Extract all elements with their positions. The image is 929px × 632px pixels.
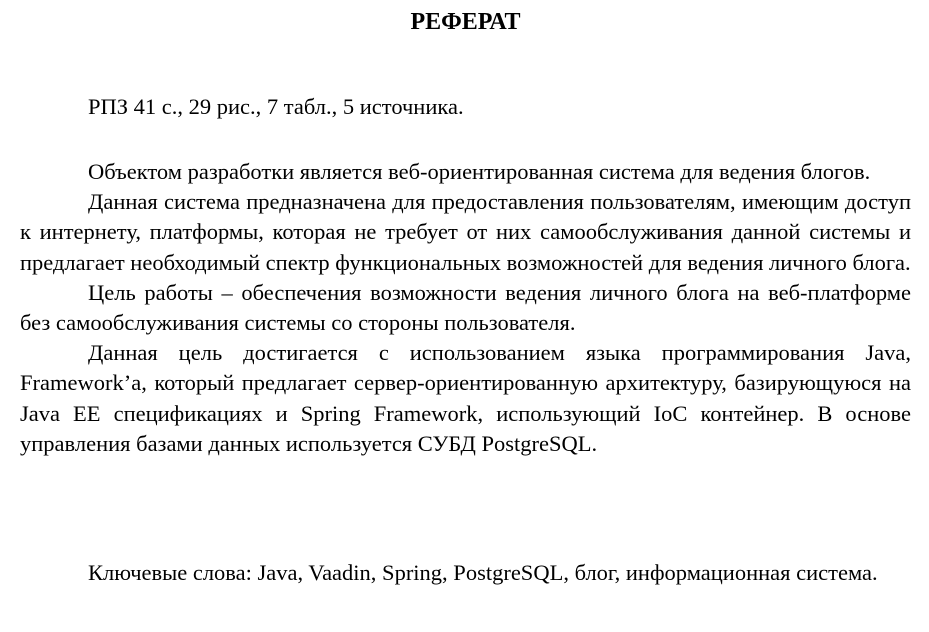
abstract-body: [20, 157, 911, 459]
report-summary-line: РПЗ 41 с., 29 рис., 7 табл., 5 источника.: [88, 94, 464, 119]
page-title: РЕФЕРАТ: [410, 9, 521, 35]
paragraph-purpose: Данная система предназначена для предоставления пользователям, имеющим доступ к интернету, платформы, которая не требует от них самообслуживания данной системы и предлагает необходимый спектр функциональных возможностей для ведения личного блога.: [20, 189, 911, 275]
paragraph-object: Объектом разработки является веб-ориентированная система для ведения блогов.: [88, 159, 871, 184]
keywords-paragraph: Ключевые слова: Java, Vaadin, Spring, PostgreSQL, блог, информационная система.: [88, 560, 878, 585]
paragraph-technology: Данная цель достигается с использованием языка программирования Java, Framework’а, который предлагает сервер-ориентированную архитектуру, базирующуюся на Java EE спецификациях и Spring Framework, использующий IoC контейнер. В основе управления базами данных используется СУБД PostgreSQL.: [20, 340, 911, 456]
paragraph-goal: Цель работы – обеспечения возможности ведения личного блога на веб-платформе без самообслуживания системы со стороны пользователя.: [20, 279, 911, 336]
